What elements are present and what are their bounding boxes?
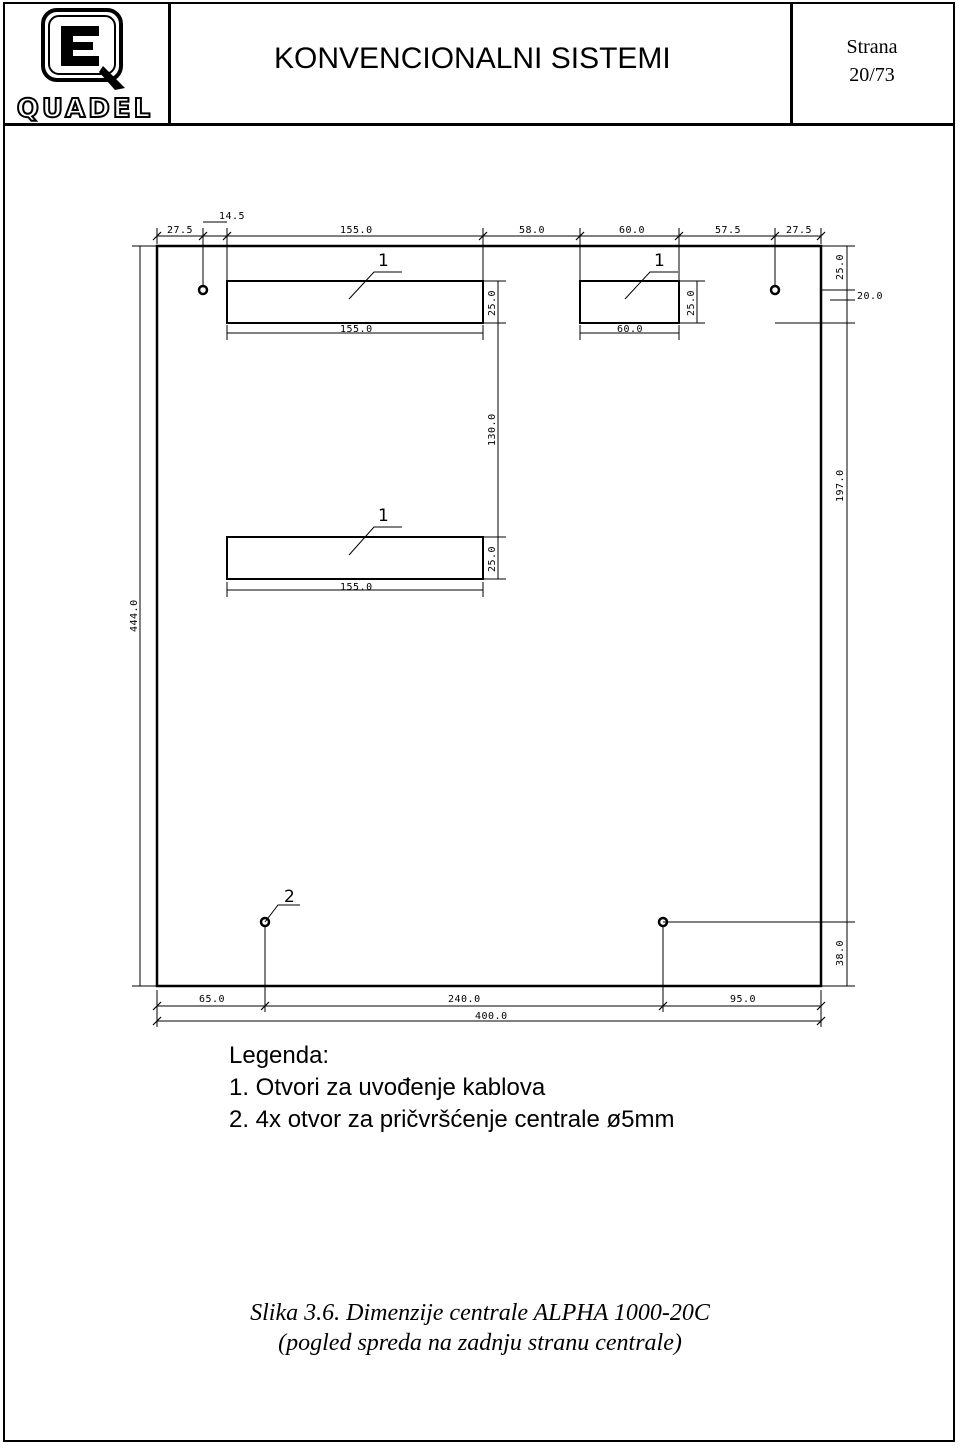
mounting-hole-top-left [199, 286, 207, 294]
dim-top-1: 27.5 [167, 225, 194, 236]
dim-slot-height-2: 25.0 [686, 289, 697, 316]
dim-top-6: 57.5 [715, 225, 742, 236]
dim-left-height: 444.0 [129, 599, 140, 632]
callout-slot-3: 1 [378, 506, 389, 526]
dim-slot-height-1: 25.0 [487, 289, 498, 316]
dim-bottom-1: 65.0 [199, 994, 226, 1005]
dim-right-3: 197.0 [835, 469, 846, 502]
dim-top-3: 155.0 [340, 225, 373, 236]
page-label: Strana [846, 36, 898, 58]
dim-slot-height-3: 25.0 [487, 545, 498, 572]
dim-top-4: 58.0 [519, 225, 546, 236]
cable-slot-top-right [580, 281, 679, 323]
callout-slot-1: 1 [378, 251, 389, 271]
caption-line-2: (pogled spreda na zadnju stranu centrale) [278, 1330, 682, 1356]
page-number: 20/73 [849, 64, 895, 86]
cable-slot-middle [227, 537, 483, 579]
logo-text: QUADEL [16, 94, 154, 123]
dim-right-1: 25.0 [835, 253, 846, 280]
caption-line-1: Slika 3.6. Dimenzije centrale ALPHA 1000-20C [250, 1300, 710, 1326]
dim-slot-width-1: 155.0 [340, 324, 373, 335]
dim-right-4: 38.0 [835, 939, 846, 966]
dim-top-7: 27.5 [786, 225, 813, 236]
dim-top-2: 14.5 [219, 211, 246, 222]
legend-title: Legenda: [229, 1042, 330, 1069]
dim-top-5: 60.0 [619, 225, 646, 236]
document-title: KONVENCIONALNI SISTEMI [274, 42, 671, 75]
dim-bottom-2: 240.0 [448, 994, 481, 1005]
dim-total-width: 400.0 [475, 1011, 508, 1022]
dim-bottom-3: 95.0 [730, 994, 757, 1005]
callout-hole: 2 [284, 887, 295, 907]
figure-caption [0, 1298, 960, 1358]
dim-slot-width-3: 155.0 [340, 582, 373, 593]
mounting-hole-top-right [771, 286, 779, 294]
cable-slot-top-left [227, 281, 483, 323]
dim-vertical-gap: 130.0 [487, 413, 498, 446]
legend-item-1: 1. Otvori za uvođenje kablova [229, 1074, 546, 1101]
dim-slot-width-2: 60.0 [617, 324, 644, 335]
callout-slot-2: 1 [654, 251, 665, 271]
legend-item-2: 2. 4x otvor za pričvršćenje centrale ø5mm [229, 1106, 675, 1133]
legend [229, 1040, 675, 1136]
dim-right-2: 20.0 [857, 291, 884, 302]
panel-outline [157, 246, 821, 986]
